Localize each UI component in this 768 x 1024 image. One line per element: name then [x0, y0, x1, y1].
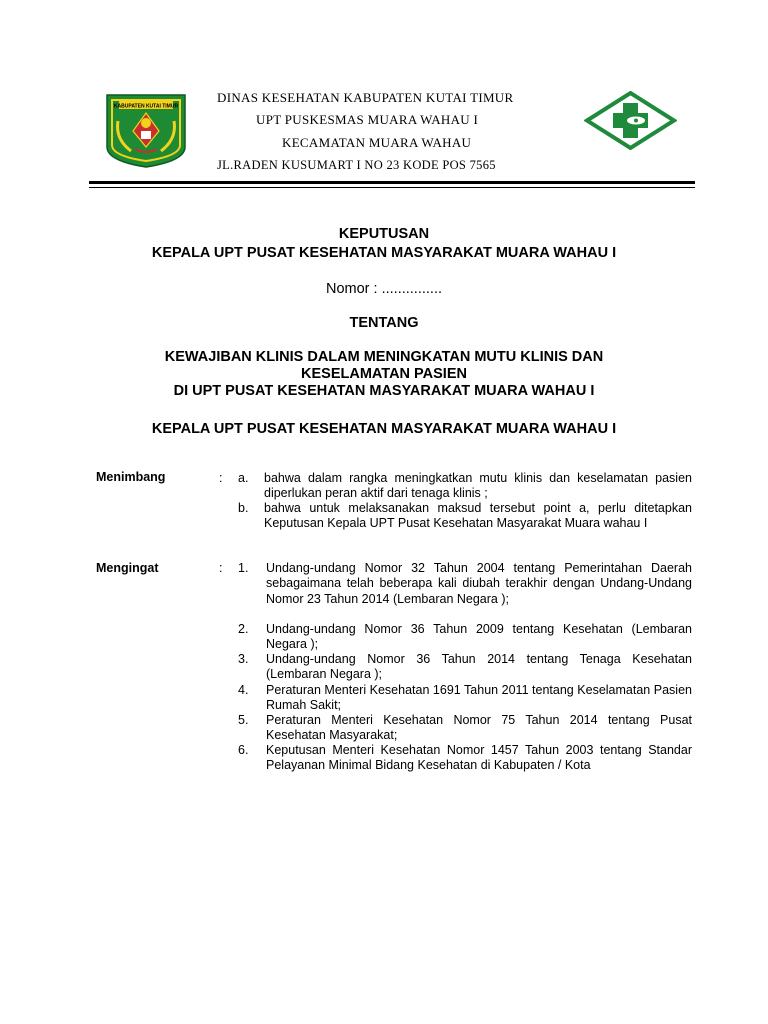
mengingat-item-5: Peraturan Menteri Kesehatan Nomor 75 Tahun 2014 tentang Pusat Kesehatan Masyarakat;: [266, 713, 692, 743]
mengingat-marker-6: 6.: [238, 743, 249, 757]
mengingat-item-2: Undang-undang Nomor 36 Tahun 2009 tentang Kesehatan (Lembaran Negara );: [266, 622, 692, 652]
menimbang-item-a: bahwa dalam rangka meningkatkan mutu klinis dan keselamatan pasien diperlukan peran aktif dari tenaga klinis ;: [264, 471, 692, 501]
mengingat-marker-2: 2.: [238, 622, 249, 636]
letterhead-district: KECAMATAN MUARA WAHAU: [282, 135, 472, 150]
mengingat-marker-4: 4.: [238, 683, 249, 697]
decree-subject-line1: KEWAJIBAN KLINIS DALAM MENINGKATAN MUTU KLINIS DAN: [164, 349, 604, 365]
decree-subject-line3: DI UPT PUSAT KESEHATAN MASYARAKAT MUARA WAHAU I: [173, 383, 595, 399]
letterhead-unit: UPT PUSKESMAS MUARA WAHAU I: [256, 112, 479, 127]
menimbang-item-b: bahwa untuk melaksanakan maksud tersebut point a, perlu ditetapkan Keputusan Kepala UPT Pusat Kesehatan Masyarakat Muara wahau I: [264, 501, 692, 531]
mengingat-label: Mengingat: [96, 561, 159, 575]
mengingat-marker-5: 5.: [238, 713, 249, 727]
letterhead-agency: DINAS KESEHATAN KABUPATEN KUTAI TIMUR: [217, 90, 514, 105]
decree-about: TENTANG: [349, 315, 419, 331]
menimbang-marker-b: b.: [238, 501, 249, 515]
menimbang-marker-a: a.: [238, 471, 249, 485]
decree-authority: KEPALA UPT PUSAT KESEHATAN MASYARAKAT MUARA WAHAU I: [151, 421, 617, 437]
letterhead-divider-thin: [89, 187, 695, 188]
decree-subject-line2: KESELAMATAN PASIEN: [301, 366, 467, 382]
mengingat-item-1: Undang-undang Nomor 32 Tahun 2004 tentang Pemerintahan Daerah sebagaimana telah beberapa kali diubah terakhir dengan Undang-Undang Nomor 23 Tahun 2014 (Lembaran Negara );: [266, 561, 692, 606]
menimbang-label: Menimbang: [96, 470, 166, 484]
decree-issuer: KEPALA UPT PUSAT KESEHATAN MASYARAKAT MUARA WAHAU I: [151, 245, 617, 261]
letterhead-divider-thick: [89, 181, 695, 184]
health-cross-logo: [584, 91, 677, 150]
mengingat-item-4: Peraturan Menteri Kesehatan 1691 Tahun 2011 tentang Keselamatan Pasien Rumah Sakit;: [266, 683, 692, 713]
decree-number: Nomor : ...............: [325, 281, 443, 297]
letterhead-address: JL.RADEN KUSUMART I NO 23 KODE POS 7565: [217, 158, 496, 172]
mengingat-marker-1: 1.: [238, 561, 249, 575]
mengingat-item-6: Keputusan Menteri Kesehatan Nomor 1457 Tahun 2003 tentang Standar Pelayanan Minimal Bidang Kesehatan di Kabupaten / Kota: [266, 743, 692, 773]
svg-text:KABUPATEN KUTAI TIMUR: KABUPATEN KUTAI TIMUR: [113, 103, 179, 110]
kutai-timur-emblem-logo: [103, 91, 189, 169]
mengingat-item-3: Undang-undang Nomor 36 Tahun 2014 tentang Tenaga Kesehatan (Lembaran Negara );: [266, 652, 692, 682]
mengingat-marker-3: 3.: [238, 652, 249, 666]
mengingat-colon: :: [219, 561, 223, 575]
menimbang-colon: :: [219, 471, 223, 485]
decree-heading: KEPUTUSAN: [338, 226, 430, 242]
